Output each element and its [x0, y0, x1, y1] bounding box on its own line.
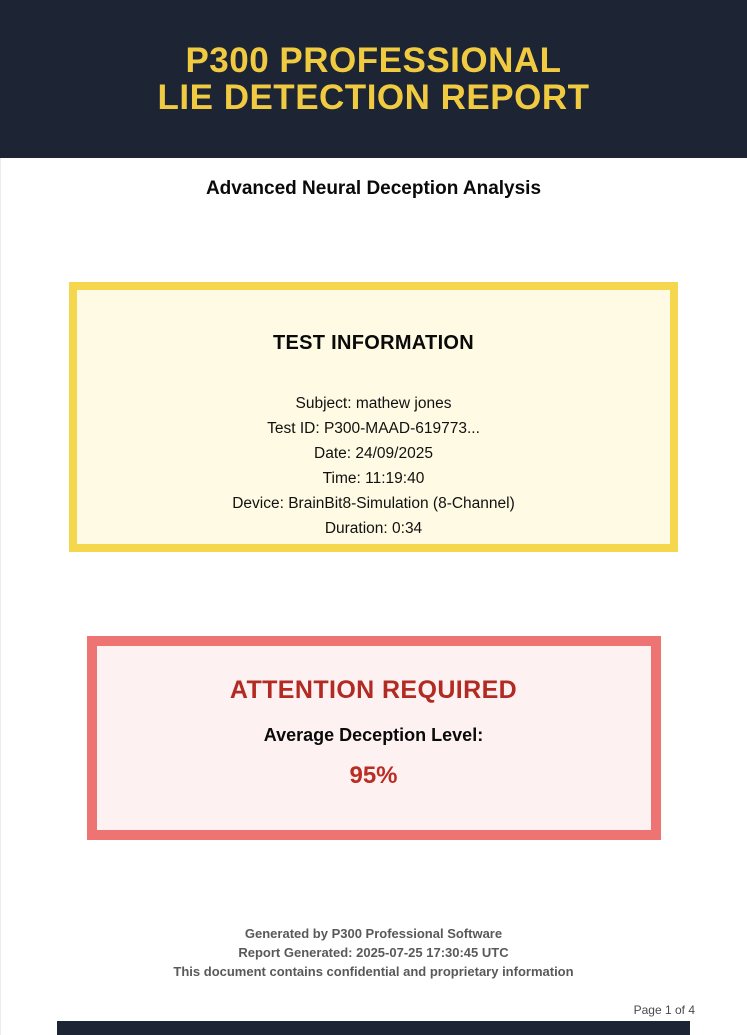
attention-required-title: ATTENTION REQUIRED: [229, 676, 518, 704]
time-line: Time: 11:19:40: [322, 470, 425, 487]
confidentiality-line: This document contains confidential and proprietary information: [173, 964, 574, 979]
deception-level-label: Average Deception Level:: [263, 725, 484, 745]
deception-level-value: 95%: [349, 762, 398, 789]
attention-required-card: [87, 636, 661, 840]
subject-line: Subject: mathew jones: [295, 395, 452, 412]
next-page-header-strip: [57, 1021, 690, 1035]
report-title-line-1: P300 PROFESSIONAL: [185, 41, 562, 80]
report-generated-line: Report Generated: 2025-07-25 17:30:45 UTC: [238, 945, 509, 960]
report-footer: [0, 924, 747, 981]
generated-by-line: Generated by P300 Professional Software: [244, 926, 503, 941]
page-number: Page 1 of 4: [633, 1003, 695, 1017]
report-subtitle: Advanced Neural Deception Analysis: [205, 178, 542, 199]
test-information-title: TEST INFORMATION: [272, 332, 475, 354]
test-id-line: Test ID: P300-MAAD-619773...: [267, 420, 480, 437]
device-line: Device: BrainBit8-Simulation (8-Channel): [232, 495, 515, 512]
duration-line: Duration: 0:34: [324, 520, 423, 537]
date-line: Date: 24/09/2025: [314, 445, 433, 462]
test-information-lines: [77, 391, 670, 541]
report-title-line-2: LIE DETECTION REPORT: [157, 78, 590, 117]
test-information-card: [69, 282, 678, 552]
report-header: [0, 0, 747, 158]
